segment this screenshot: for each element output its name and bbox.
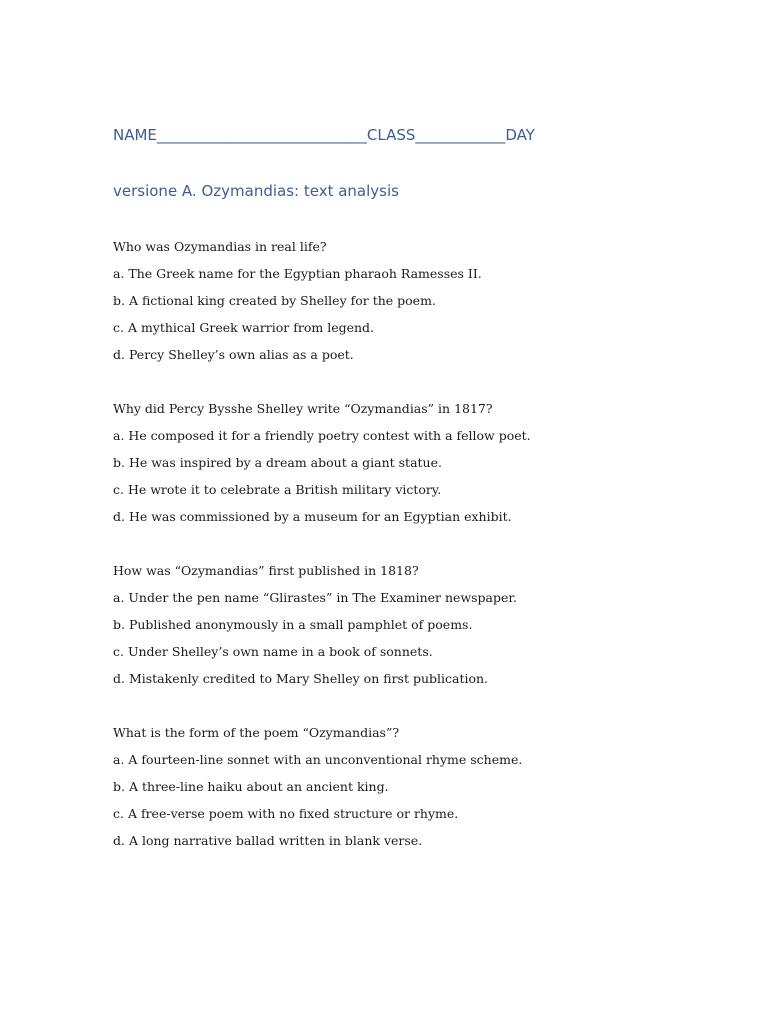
answer-option-d: d. Mistakenly credited to Mary Shelley on first publication. — [113, 671, 489, 686]
answer-option-d: d. He was commissioned by a museum for an Egyptian exhibit. — [113, 509, 512, 524]
answer-option-c: c. He wrote it to celebrate a British military victory. — [113, 482, 442, 497]
question-text: How was “Ozymandias” first published in 1818? — [113, 563, 419, 578]
answer-option-c: c. A free-verse poem with no fixed structure or rhyme. — [113, 806, 459, 821]
answer-option-b: b. A three-line haiku about an ancient king. — [113, 779, 389, 794]
answer-option-c: c. Under Shelley’s own name in a book of sonnets. — [113, 644, 433, 659]
answer-option-a: a. The Greek name for the Egyptian pharaoh Ramesses II. — [113, 266, 482, 281]
question-text: Why did Percy Bysshe Shelley write “Ozymandias” in 1817? — [113, 401, 493, 416]
answer-option-b: b. He was inspired by a dream about a giant statue. — [113, 455, 442, 470]
question-text: Who was Ozymandias in real life? — [113, 239, 327, 254]
answer-option-d: d. A long narrative ballad written in blank verse. — [113, 833, 423, 848]
question-block-2 — [113, 400, 713, 535]
question-block-3 — [113, 562, 713, 697]
answer-option-d: d. Percy Shelley’s own alias as a poet. — [113, 347, 354, 362]
answer-option-c: c. A mythical Greek warrior from legend. — [113, 320, 375, 335]
answer-option-b: b. Published anonymously in a small pamphlet of poems. — [113, 617, 473, 632]
question-list — [113, 238, 713, 886]
answer-option-a: a. A fourteen-line sonnet with an unconventional rhyme scheme. — [113, 752, 523, 767]
question-text: What is the form of the poem “Ozymandias”? — [113, 725, 400, 740]
question-block-1 — [113, 238, 713, 373]
answer-option-a: a. Under the pen name “Glirastes” in The Examiner newspaper. — [113, 590, 517, 605]
answer-option-b: b. A fictional king created by Shelley for the poem. — [113, 293, 436, 308]
answer-option-a: a. He composed it for a friendly poetry contest with a fellow poet. — [113, 428, 531, 443]
worksheet-title: versione A. Ozymandias: text analysis — [113, 182, 399, 200]
question-block-4 — [113, 724, 713, 859]
student-info-line: NAME____________________________CLASS____________DAY — [113, 126, 535, 144]
